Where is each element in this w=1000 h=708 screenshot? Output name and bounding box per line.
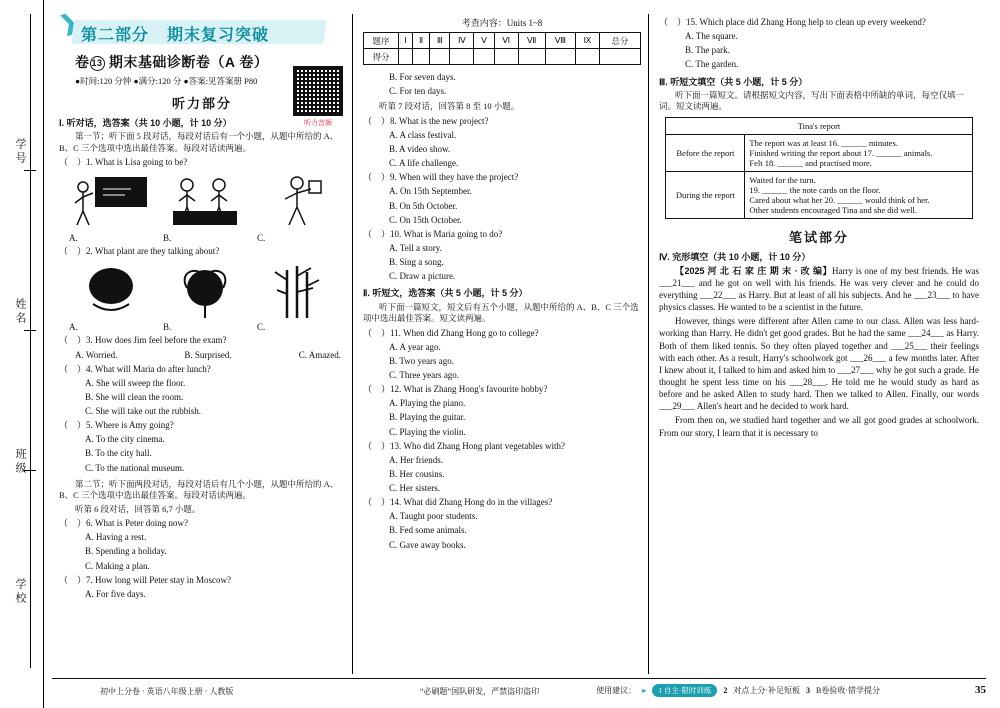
option-b[interactable]: B. Surprised. xyxy=(184,349,232,360)
banner-part-title: 期末复习突破 xyxy=(167,27,270,44)
option-c[interactable]: C. Amazed. xyxy=(298,349,341,360)
cloze-source: 【2025 河 北 石 家 庄 期 末 · 改 编】 xyxy=(675,265,832,276)
question-1: （ ）1. What is Lisa going to be? xyxy=(59,157,188,168)
question-15: （ ）15. Which place did Zhang Hong help to clean up every weekend? xyxy=(659,17,926,27)
report-table xyxy=(665,117,972,219)
question-11: （ ）11. When did Zhang Hong go to college? xyxy=(363,327,539,338)
option-c[interactable]: C. She will take out the rubbish. xyxy=(85,406,201,417)
report-line: Finished writing the report about 17. ______ animals. xyxy=(749,147,933,158)
report-line: Cared about what her 20. ______ would think of her. xyxy=(749,194,930,205)
option-c[interactable]: C. Making a plan. xyxy=(85,560,150,571)
report-row-label-before: Before the report xyxy=(666,134,745,171)
option-a[interactable]: A. The square. xyxy=(685,31,738,42)
footer-step-3-num: 3 xyxy=(806,686,810,695)
option-a[interactable]: A. For five days. xyxy=(85,588,146,599)
score-row-label: 题序 xyxy=(364,33,399,49)
option-c[interactable]: C. Three years ago. xyxy=(389,369,460,380)
question-7: （ ）7. How long will Peter stay in Moscow? xyxy=(59,574,231,585)
score-value-5[interactable] xyxy=(474,49,494,65)
option-c[interactable]: C. For ten days. xyxy=(389,86,447,97)
cloze-paragraph-2: However, things were different after Allen came to our class. Allen was less hard-working than Harry. He didn't get good grades. But he had the same ___24___ as Harry. Both of them liked tennis. So they often played together and ___25___ their feelings with each other. As a result, Harry's schoolwork got ___26___ a few months later. After I knew about it, I talked to him and asked him to ___27___ why he got such a grade. He thought he spent less time on his ___28___. He told me he would study as hard as before and he asked Allen to study hard. Then we talked to Allen. Finally, our words ___29___ Allen's heart and he decided to work hard. xyxy=(659,316,979,412)
option-b[interactable]: B. For seven days. xyxy=(389,72,456,82)
footer-series-label: 初中上分卷 · 英语八年级上册 · 人教版 xyxy=(100,687,234,696)
report-row-label-during: During the report xyxy=(666,171,745,218)
report-table-title: Tina's report xyxy=(666,117,972,134)
footer-notice: “必刷题”国队研发，严禁盗印盗印 xyxy=(420,687,540,696)
question-2-text: What plant are they talking about? xyxy=(95,246,220,257)
report-line: 19. ______ the note cards on the floor. xyxy=(749,184,881,195)
option-b[interactable]: B. On 5th October. xyxy=(389,200,458,211)
score-table xyxy=(363,32,641,65)
option-a[interactable]: A. On 15th September. xyxy=(389,186,472,197)
score-value-6[interactable] xyxy=(494,49,518,65)
option-b[interactable]: B. The park. xyxy=(685,45,730,56)
score-value-2[interactable] xyxy=(413,49,430,65)
question-14-text: What did Zhang Hong do in the villages? xyxy=(403,497,553,508)
page-number: 35 xyxy=(975,684,986,696)
label-c: C. xyxy=(257,322,266,333)
question-2-images xyxy=(69,260,341,322)
option-image-b xyxy=(163,260,247,322)
option-image-c xyxy=(257,260,341,322)
option-c[interactable]: C. Draw a picture. xyxy=(389,271,456,282)
option-c[interactable]: C. Her sisters. xyxy=(389,483,440,494)
table-row xyxy=(666,134,972,171)
question-10: （ ）10. What is Maria going to do? xyxy=(363,228,503,239)
option-b[interactable]: B. A video show. xyxy=(389,144,451,155)
spine-field-school: 学校 xyxy=(14,578,26,606)
spine-field-student-id: 学号 xyxy=(14,138,26,166)
question-2-labels xyxy=(69,322,341,332)
question-15-text: Which place did Zhang Hong help to clean up every weekend? xyxy=(699,17,926,27)
option-b[interactable]: B. Playing the guitar. xyxy=(389,412,466,423)
option-a[interactable]: A. Her friends. xyxy=(389,454,443,465)
cloze-text-1: Harry is one of my best friends. He was ___21___ and he got on well with his friends. He was very clever and he could do everything ___22___ as Harry. But at least of all his subjects. And he ___23___ to have physics classes. He wanted to be a scientist in the future. xyxy=(659,265,979,313)
score-table-header-row xyxy=(364,33,641,49)
arrow-icon: ▸ xyxy=(642,686,647,695)
qr-label: 听力音频 xyxy=(304,119,332,127)
option-image-c xyxy=(257,171,341,233)
question-5: （ ）5. Where is Amy going? xyxy=(59,420,174,431)
option-c[interactable]: C. The garden. xyxy=(685,59,739,70)
question-12-text: What is Zhang Hong's favourite hobby? xyxy=(403,384,548,395)
option-a[interactable]: A. Taught poor students. xyxy=(389,511,478,522)
listening-sub-heading-1: 听第 6 段对话，回答第 6,7 小题。 xyxy=(75,503,201,514)
option-b[interactable]: B. She will clean the room. xyxy=(85,391,184,402)
score-value-3[interactable] xyxy=(430,49,450,65)
score-value-total[interactable] xyxy=(599,49,640,65)
footer-step-3-label: B卷验收·错学提分 xyxy=(816,686,880,695)
option-a[interactable]: A. Having a rest. xyxy=(85,532,147,543)
footer-step-2-label: 对点上分·补足短板 xyxy=(733,686,800,695)
qr-code-icon[interactable] xyxy=(293,66,343,116)
footer-step-2-num: 2 xyxy=(723,686,728,695)
score-value-9[interactable] xyxy=(575,49,599,65)
report-line: Felt 18. ______ and practised more. xyxy=(749,157,872,168)
banner-text xyxy=(81,22,269,45)
score-col-3: Ⅲ xyxy=(430,33,450,49)
question-3-options xyxy=(75,349,341,361)
spine-divider xyxy=(30,14,31,668)
listening-sub-heading-2: 听第 7 段对话，回答第 8 至 10 小题。 xyxy=(379,101,520,112)
report-row-content-during xyxy=(745,171,972,218)
footer-step-1-label: 自主·限时训练 xyxy=(663,686,712,695)
option-b[interactable]: B. Sing a song. xyxy=(389,257,444,268)
table-row xyxy=(666,171,972,218)
question-1-images xyxy=(69,171,341,233)
option-b[interactable]: B. Her cousins. xyxy=(389,468,445,479)
score-col-4: Ⅳ xyxy=(450,33,474,49)
score-table-value-row[interactable] xyxy=(364,49,641,65)
listening-part1-intro: 第一节；听下面 5 段对话，每段对话后有一个小题，从题中所给的 A、B、C 三个选项中选出最佳答案。每段对话读两遍。 xyxy=(59,131,339,153)
option-c[interactable]: C. Gave away books. xyxy=(389,539,466,550)
score-col-5: Ⅴ xyxy=(474,33,494,49)
footer-step-1 xyxy=(652,684,717,697)
option-a[interactable]: A. Worried. xyxy=(75,349,118,360)
option-b[interactable]: B. Spending a holiday. xyxy=(85,546,167,557)
option-c[interactable]: C. Playing the violin. xyxy=(389,426,466,437)
page-footer xyxy=(0,678,1000,708)
score-col-6: Ⅵ xyxy=(494,33,518,49)
question-1-labels xyxy=(69,233,341,243)
question-5-text: Where is Amy going? xyxy=(95,420,174,431)
report-line: Other students encouraged Tina and she did well. xyxy=(749,204,918,215)
label-a: A. xyxy=(69,233,78,244)
column-middle xyxy=(356,14,648,674)
option-c[interactable]: C. To the national museum. xyxy=(85,462,185,473)
report-table-title-row xyxy=(666,117,972,134)
label-a: A. xyxy=(69,322,78,333)
question-6-text: What is Peter doing now? xyxy=(95,518,188,529)
option-b[interactable]: B. To the city hall. xyxy=(85,448,152,459)
column-right xyxy=(652,14,986,674)
qr-block xyxy=(288,66,348,128)
listening-section-title: 听力部分 xyxy=(171,96,232,111)
question-9-text: When will they have the project? xyxy=(399,172,519,183)
question-8-text: What is the new project? xyxy=(399,115,489,126)
paper-meta: ●时间:120 分钟 ●满分:120 分 ●答案:见答案册 P80 xyxy=(75,76,258,86)
option-image-a xyxy=(69,171,153,233)
paper-title-prefix: 卷 xyxy=(75,54,90,70)
footer-rule xyxy=(52,678,986,679)
score-value-1[interactable] xyxy=(399,49,413,65)
footer-step-1-num: 1 xyxy=(658,686,662,695)
option-c[interactable]: C. A life challenge. xyxy=(389,158,459,169)
question-11-text: When did Zhang Hong go to college? xyxy=(403,327,539,338)
score-value-7[interactable] xyxy=(518,49,545,65)
banner-part: 第二部分 xyxy=(81,27,150,44)
question-1-text: What is Lisa going to be? xyxy=(95,157,188,168)
option-image-b xyxy=(163,171,247,233)
option-a[interactable]: A. Playing the piano. xyxy=(389,398,466,409)
column-divider-1 xyxy=(352,14,353,674)
label-c: C. xyxy=(257,233,266,244)
score-col-total: 总分 xyxy=(599,33,640,49)
label-b: B. xyxy=(163,233,172,244)
score-col-9: Ⅸ xyxy=(575,33,599,49)
score-col-2: Ⅱ xyxy=(413,33,430,49)
listening-part3-intro: 听下面一篇短文。请根据短文内容，写出下面表格中所缺的单词，每空仅填一词。短文读两遍。 xyxy=(659,89,965,112)
listening-part2-intro: 听下面一篇短文，短文后有五个小题，从题中所给的 A、B、C 三个选项中选出最佳答案。短文读两遍。 xyxy=(363,301,639,324)
spine-field-name: 姓名 xyxy=(14,298,26,326)
question-6: （ ）6. What is Peter doing now? xyxy=(59,518,188,529)
listening-part1-intro2: 第二节；听下面两段对话，每段对话后有几个小题，从题中所给的 A、B、C 三个选项中选出最佳答案。每段对话读两遍。 xyxy=(59,478,339,501)
question-13: （ ）13. Who did Zhang Hong plant vegetables with? xyxy=(363,440,565,451)
score-row-label-2: 得分 xyxy=(364,49,399,65)
question-9: （ ）9. When will they have the project? xyxy=(363,172,519,183)
question-7-text: How long will Peter stay in Moscow? xyxy=(95,574,231,585)
report-row-content-before xyxy=(745,134,972,171)
option-b[interactable]: B. Fed some animals. xyxy=(389,525,467,536)
label-b: B. xyxy=(163,322,172,333)
option-b[interactable]: B. Two years ago. xyxy=(389,355,454,366)
question-8: （ ）8. What is the new project? xyxy=(363,115,489,126)
option-a[interactable]: A. To the city cinema. xyxy=(85,434,165,445)
question-3: （ ）3. How does Jim feel before the exam? xyxy=(59,335,227,346)
listening-part2-heading: Ⅱ. 听短文，选答案（共 5 小题，计 5 分） xyxy=(363,288,528,299)
question-3-text: How does Jim feel before the exam? xyxy=(95,335,227,346)
score-col-8: Ⅷ xyxy=(545,33,575,49)
written-part4-heading: Ⅳ. 完形填空（共 10 小题，计 10 分） xyxy=(659,251,811,262)
question-2: （ ）2. What plant are they talking about? xyxy=(59,246,220,257)
paper-number-badge: 13 xyxy=(90,56,105,71)
question-12: （ ）12. What is Zhang Hong's favourite hobby? xyxy=(363,384,548,395)
decorative-swirl-icon: ❱ xyxy=(55,7,81,38)
spine-field-class: 班级 xyxy=(14,448,26,476)
score-value-4[interactable] xyxy=(450,49,474,65)
question-10-text: What is Maria going to do? xyxy=(403,228,503,239)
question-4: （ ）4. What will Maria do after lunch? xyxy=(59,363,211,374)
report-line: Waited for the turn. xyxy=(749,174,816,185)
score-value-8[interactable] xyxy=(545,49,575,65)
option-a[interactable]: A. Tell a story. xyxy=(389,243,442,254)
question-14: （ ）14. What did Zhang Hong do in the villages? xyxy=(363,497,553,508)
cloze-paragraph-1 xyxy=(659,265,979,314)
question-4-text: What will Maria do after lunch? xyxy=(95,363,211,374)
option-a[interactable]: A. She will sweep the floor. xyxy=(85,377,186,388)
listening-part3-heading: Ⅲ. 听短文填空（共 5 小题，计 5 分） xyxy=(659,76,808,87)
footer-usage-label: 使用建议： xyxy=(596,686,637,695)
score-col-7: Ⅶ xyxy=(518,33,545,49)
footer-usage xyxy=(596,684,880,697)
score-col-1: Ⅰ xyxy=(399,33,413,49)
part-banner xyxy=(55,7,345,48)
paper-title-main: 期末基础诊断卷（A 卷） xyxy=(108,54,269,70)
listening-part1-heading: Ⅰ. 听对话，选答案（共 10 小题，计 10 分） xyxy=(59,118,232,128)
option-image-a xyxy=(69,260,153,322)
cloze-paragraph-3: From then on, we studied hard together and we all got good grades at schoolwork. From our story, I learn that it is necessary to xyxy=(659,415,979,438)
question-13-text: Who did Zhang Hong plant vegetables with? xyxy=(403,440,565,451)
report-line: The report was at least 16. ______ minutes. xyxy=(749,137,898,148)
option-a[interactable]: A. A year ago. xyxy=(389,341,441,352)
option-a[interactable]: A. A class festival. xyxy=(389,129,457,140)
column-left xyxy=(52,7,352,674)
written-section-title: 笔试部分 xyxy=(788,229,849,245)
column-divider-2 xyxy=(648,14,649,674)
answer-sheet-spine xyxy=(0,0,44,708)
option-c[interactable]: C. On 15th October. xyxy=(389,214,462,225)
exam-scope: 考查内容：Units 1~8 xyxy=(461,18,543,28)
